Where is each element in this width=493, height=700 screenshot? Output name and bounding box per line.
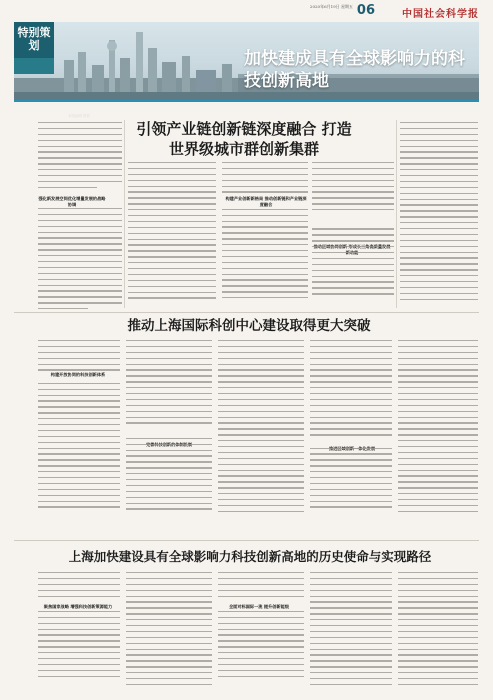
article-divider-1 bbox=[14, 312, 479, 313]
banner-title: 加快建成具有全球影响力的科技创新高地 bbox=[244, 49, 465, 91]
article-1-column-3 bbox=[222, 162, 308, 303]
column-rule bbox=[396, 120, 397, 308]
article-1-column-2 bbox=[128, 162, 216, 303]
page-number: 06 bbox=[356, 3, 375, 18]
article-1-headline: 引领产业链创新链深度融合 打造世界级城市群创新集群 bbox=[136, 120, 352, 158]
article-2-column-5 bbox=[398, 340, 478, 517]
article-3-column-5 bbox=[398, 572, 478, 690]
article-3-column-2 bbox=[126, 572, 212, 690]
article-3-column-3 bbox=[218, 572, 304, 682]
column-rule bbox=[124, 120, 125, 308]
feature-banner bbox=[14, 22, 479, 118]
article-2-column-2 bbox=[126, 340, 212, 514]
article-2-column-1 bbox=[38, 340, 120, 512]
article-3-column-4 bbox=[310, 572, 392, 690]
article-1-column-1b bbox=[38, 208, 122, 314]
article-1-column-5 bbox=[400, 122, 478, 305]
article-2-column-4 bbox=[310, 340, 392, 512]
photo-credit: 本版编辑 摄影 bbox=[68, 114, 91, 118]
article-2-headline: 推动上海国际科创中心建设取得更大突破 bbox=[127, 318, 371, 334]
paper-name: 中国社会科学报 bbox=[402, 9, 479, 20]
article-1-subhead-2: 构建产业创新新格局 推动创新链和产业链深度融合 bbox=[225, 196, 307, 207]
banner-rule bbox=[14, 100, 479, 102]
section-tag-accent bbox=[14, 58, 54, 74]
issue-date: 2020年6月19日 星期五 bbox=[309, 4, 353, 9]
article-1-subhead-1: 强化新发展空间优化增量发展的战略协调 bbox=[38, 196, 106, 207]
article-1-column-1 bbox=[38, 122, 122, 193]
article-1-column-4 bbox=[312, 162, 394, 299]
article-divider-2 bbox=[14, 540, 479, 541]
article-2-column-3 bbox=[218, 340, 304, 517]
section-tag: 特别策划 bbox=[14, 22, 54, 58]
article-3-subhead-2: 全面对标国际一流 提升创新能级 bbox=[228, 604, 290, 609]
article-2-subhead-1: 构建开放协同的科技创新体系 bbox=[50, 372, 106, 377]
article-3-headline: 上海加快建设具有全球影响力科技创新高地的历史使命与实现路径 bbox=[68, 549, 432, 564]
article-3-subhead-1: 聚焦国家战略 增强科技创新策源能力 bbox=[43, 604, 113, 609]
article-3-column-1 bbox=[38, 572, 120, 682]
